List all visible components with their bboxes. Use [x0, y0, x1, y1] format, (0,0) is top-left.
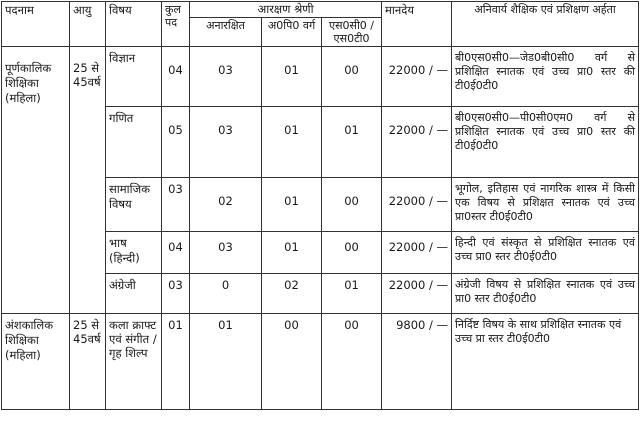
obc-cell: 01 — [262, 232, 322, 274]
unreserved-cell: 03 — [190, 107, 262, 178]
obc-cell: 01 — [262, 47, 322, 107]
table-row — [2, 314, 639, 410]
honorarium-cell: 22000 / — — [382, 107, 452, 178]
subject-cell: विज्ञान — [106, 47, 162, 107]
unreserved-cell: 03 — [190, 47, 262, 107]
honorarium-cell: 9800 / — — [382, 314, 452, 410]
honorarium-cell: 22000 / — — [382, 178, 452, 232]
honorarium-cell: 22000 / — — [382, 232, 452, 274]
header-qualification: अनिवार्य शैक्षिक एवं प्रशिक्षण अर्हता — [452, 2, 639, 47]
age-full-time: 25 से 45वर्ष — [70, 47, 106, 314]
header-scst: एस0सी0 / एस0टी0 — [322, 18, 382, 47]
header-post: पदनाम — [2, 2, 70, 47]
total-cell: 01 — [162, 314, 190, 410]
scst-cell: 01 — [322, 107, 382, 178]
qualification-cell: भूगोल, इतिहास एवं नागरिक शास्त्र में किसी एक विषय से प्रशिक्षत स्नातक एवं उच्च प्रा0स्तर टी0ई0टी0 — [452, 178, 639, 232]
subject-cell: भाष (हिन्दी) — [106, 232, 162, 274]
qualification-cell: अंग्रेजी विषय से प्रशिक्षित स्नातक एवं उच्च प्रा0 स्तर टी0ई0टी0 — [452, 274, 639, 314]
total-cell: 03 — [162, 274, 190, 314]
unreserved-cell: 03 — [190, 232, 262, 274]
age-part-time: 25 से 45वर्ष — [70, 314, 106, 410]
header-total: कुल पद — [162, 2, 190, 47]
obc-cell: 02 — [262, 274, 322, 314]
post-part-time: अंशकालिक शिक्षिका (महिला) — [2, 314, 70, 410]
subject-cell: गणित — [106, 107, 162, 178]
scst-cell: 00 — [322, 47, 382, 107]
subject-cell: कला क्राफ्ट एवं संगीत / गृह शिल्प — [106, 314, 162, 410]
unreserved-cell: 01 — [190, 314, 262, 410]
subject-cell: अंग्रेजी — [106, 274, 162, 314]
scst-cell: 00 — [322, 232, 382, 274]
obc-cell: 00 — [262, 314, 322, 410]
total-cell: 05 — [162, 107, 190, 178]
table-row — [2, 47, 639, 107]
vacancy-table — [1, 1, 639, 410]
header-unreserved: अनारक्षित — [190, 18, 262, 47]
header-reservation: आरक्षण श्रेणी — [190, 2, 382, 18]
header-age: आयु — [70, 2, 106, 47]
unreserved-cell: 0 — [190, 274, 262, 314]
qualification-cell: हिन्दी एवं संस्कृत से प्रशिक्षित स्नातक एवं उच्च प्रा0 स्तर टी0ई0टी0 — [452, 232, 639, 274]
total-cell: 03 — [162, 178, 190, 232]
qualification-cell: बी0एस0सी0—जेड0बी0सी0 वर्ग से प्रशिक्षित स्नातक एवं उच्च प्रा0 स्तर की टी0ई0टी0 — [452, 47, 639, 107]
scst-cell: 01 — [322, 274, 382, 314]
header-subject: विषय — [106, 2, 162, 47]
obc-cell: 01 — [262, 107, 322, 178]
scst-cell: 00 — [322, 178, 382, 232]
header-row — [2, 2, 639, 18]
scst-cell: 00 — [322, 314, 382, 410]
honorarium-cell: 22000 / — — [382, 274, 452, 314]
header-obc: अ0पि0 वर्ग — [262, 18, 322, 47]
qualification-cell: बी0एस0सी0—पी0सी0एम0 वर्ग से प्रशिक्षित स्नातक एवं उच्च प्रा0 स्तर की टी0ई0टी0 — [452, 107, 639, 178]
honorarium-cell: 22000 / — — [382, 47, 452, 107]
post-full-time: पूर्णकालिक शिक्षिका (महिला) — [2, 47, 70, 314]
total-cell: 04 — [162, 232, 190, 274]
header-honorarium: मानदेय — [382, 2, 452, 47]
total-cell: 04 — [162, 47, 190, 107]
unreserved-cell: 02 — [190, 178, 262, 232]
obc-cell: 01 — [262, 178, 322, 232]
subject-cell: सामाजिक विषय — [106, 178, 162, 232]
qualification-cell: निर्दिष्ट विषय के साथ प्रशिक्षित स्नातक एवं उच्च प्रा स्तर टी0ई0टी0 — [452, 314, 639, 410]
